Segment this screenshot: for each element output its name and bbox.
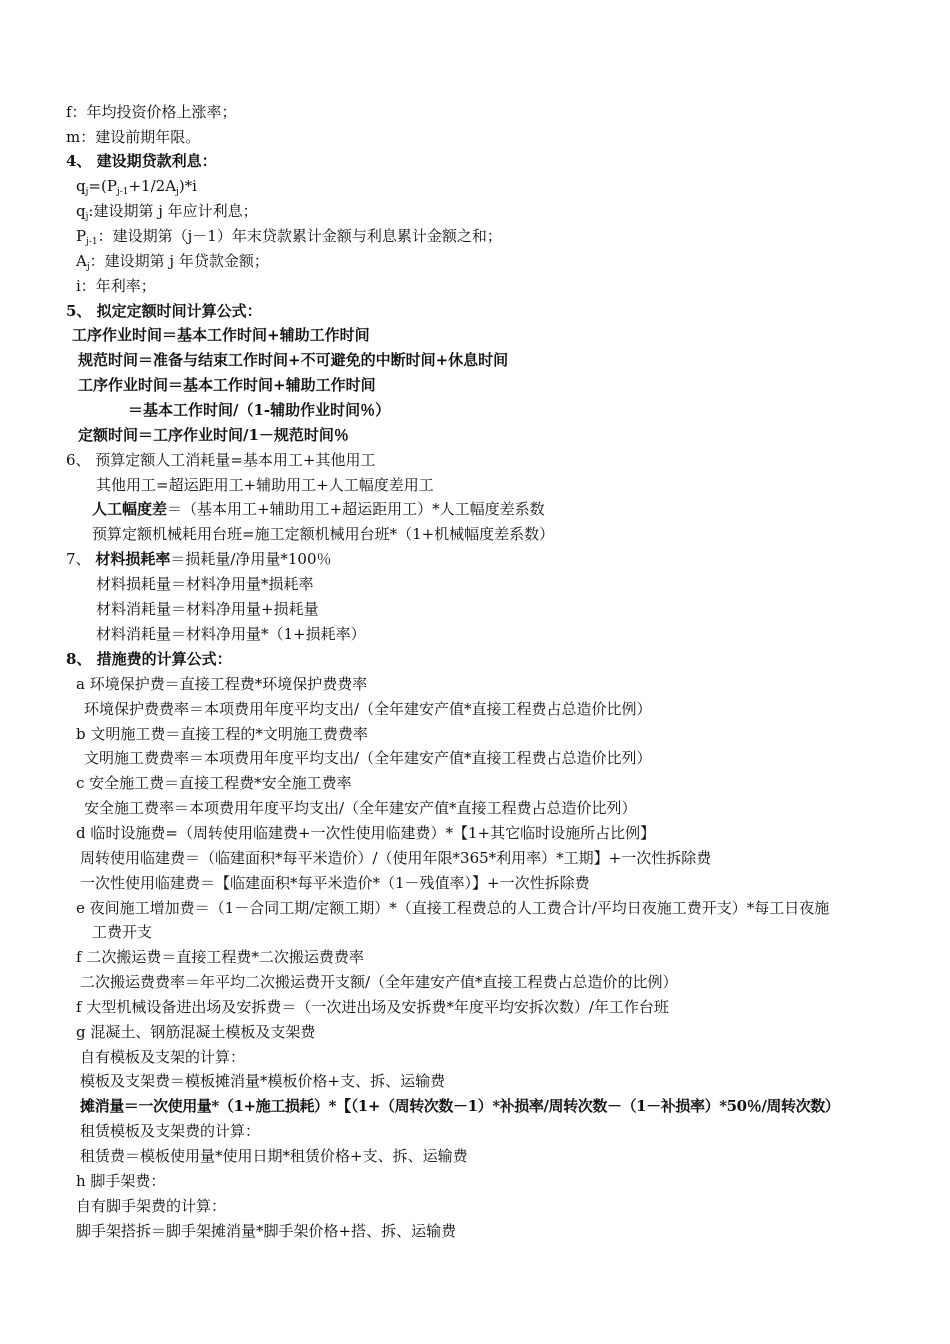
text-run: q <box>76 177 86 195</box>
text-run: q <box>76 202 86 220</box>
formula-line: 工序作业时间＝基本工作时间+辅助工作时间 <box>72 326 370 344</box>
text-line: d 临时设施费=（周转使用临建费+一次性使用临建费）*【1+其它临时设施所占比例】 <box>76 824 656 842</box>
text-run: :建设期第 j 年应计利息； <box>88 202 258 220</box>
text-line: 周转使用临建费＝（临建面积*每平米造价）/（使用年限*365*利用率）*工期】+一次性拆除费 <box>80 849 712 867</box>
text-line: 其他用工=超运距用工+辅助用工+人工幅度差用工 <box>96 476 434 494</box>
text-line: g 混凝土、钢筋混凝土模板及支架费 <box>76 1023 316 1041</box>
text-line: f 二次搬运费＝直接工程费*二次搬运费费率 <box>76 948 364 966</box>
text-line: f 大型机械设备进出场及安拆费＝（一次进出场及安拆费*年度平均安拆次数）/年工作台班 <box>76 998 669 1016</box>
text-line: 工费开支 <box>92 923 153 941</box>
text-line: 一次性使用临建费＝【临建面积*每平米造价*（1－残值率）】+一次性拆除费 <box>80 874 590 892</box>
text-line: m：建设前期年限。 <box>66 128 201 146</box>
text-line: 材料消耗量＝材料净用量*（1+损耗率） <box>96 625 366 643</box>
text-line: f：年均投资价格上涨率； <box>66 103 237 121</box>
text-line: 自有模板及支架的计算： <box>80 1048 246 1066</box>
text-line: 二次搬运费费率＝年平均二次搬运费开支额/（全年建安产值*直接工程费占总造价的比例） <box>80 973 678 991</box>
bold-term: 材料损耗率 <box>95 550 171 568</box>
text-line: b 文明施工费＝直接工程的*文明施工费费率 <box>76 725 368 743</box>
text-line: e 夜间施工增加费＝（1－合同工期/定额工期）*（直接工程费总的人工费合计/平均日夜施工费开支）*每工日夜施 <box>76 899 830 917</box>
text-run: +1/2A <box>128 177 177 195</box>
text-line: 脚手架搭拆＝脚手架摊消量*脚手架价格+搭、拆、运输费 <box>76 1222 457 1240</box>
text-line: 安全施工费率＝本项费用年度平均支出/（全年建安产值*直接工程费占总造价比列） <box>84 799 637 817</box>
text-line: 自有脚手架费的计算： <box>76 1197 227 1215</box>
text-run: =(P <box>88 177 117 195</box>
text-run: ＝损耗量/净用量*100％ <box>170 550 332 568</box>
formula-line: 定额时间＝工序作业时间/1－规范时间％ <box>78 426 349 444</box>
text-line: c 安全施工费＝直接工程费*安全施工费率 <box>76 774 352 792</box>
text-line: i：年利率； <box>76 277 156 295</box>
text-line <box>92 498 545 520</box>
formula-line: 摊消量＝一次使用量*（1+施工损耗）*【（1+（周转次数－1）*补损率/周转次数－（1－补损率）*50％/周转次数） <box>80 1097 840 1115</box>
text-run: A <box>76 252 87 270</box>
text-line: 租赁费＝模板使用量*使用日期*租赁价格+支、拆、运输费 <box>80 1147 468 1165</box>
subscript: j <box>85 212 89 222</box>
text-run: ＝（基本用工+辅助用工+超运距用工）*人工幅度差系数 <box>167 500 545 518</box>
text-line: 租赁模板及支架费的计算： <box>80 1122 261 1140</box>
text-line <box>66 548 332 570</box>
text-line <box>76 250 269 272</box>
subscript: j <box>176 187 179 197</box>
formula-line <box>76 175 197 197</box>
text-line: 6、 预算定额人工消耗量=基本用工+其他用工 <box>66 451 376 469</box>
text-line: 材料消耗量＝材料净用量+损耗量 <box>96 600 319 618</box>
formula-line: 规范时间＝准备与结束工作时间+不可避免的中断时间+休息时间 <box>78 351 509 369</box>
text-line: 环境保护费费率＝本项费用年度平均支出/（全年建安产值*直接工程费占总造价比例） <box>84 700 652 718</box>
text-line <box>76 225 502 247</box>
text-run: P <box>76 227 87 245</box>
text-run: ：建设期第 j 年贷款金额； <box>89 252 269 270</box>
bold-term: 人工幅度差 <box>92 500 168 518</box>
subscript: j-1 <box>86 237 98 247</box>
text-line: 材料损耗量＝材料净用量*损耗率 <box>96 575 314 593</box>
subscript: j-1 <box>116 187 129 197</box>
text-line: 预算定额机械耗用台班=施工定额机械用台班*（1+机械幅度差系数） <box>92 525 555 543</box>
text-line: 模板及支架费＝模板摊消量*模板价格+支、拆、运输费 <box>80 1072 446 1090</box>
section-heading: 8、 措施费的计算公式： <box>66 650 232 668</box>
text-run: ：建设期第（j－1）年末贷款累计金额与利息累计金额之和； <box>97 227 502 245</box>
text-line: 文明施工费费率＝本项费用年度平均支出/（全年建安产值*直接工程费占总造价比列） <box>84 749 652 767</box>
text-line: a 环境保护费＝直接工程费*环境保护费费率 <box>76 675 368 693</box>
text-run: 7、 <box>66 550 96 568</box>
text-line <box>76 200 258 222</box>
subscript: j <box>85 187 89 197</box>
formula-line: ＝基本工作时间/（1-辅助作业时间％） <box>128 401 391 419</box>
subscript: j <box>86 262 90 272</box>
text-run: )*i <box>178 177 197 195</box>
section-heading: 4、 建设期贷款利息： <box>66 152 217 170</box>
section-heading: 5、 拟定定额时间计算公式： <box>66 302 262 320</box>
text-line: h 脚手架费： <box>76 1172 166 1190</box>
formula-line: 工序作业时间＝基本工作时间+辅助工作时间 <box>78 376 376 394</box>
